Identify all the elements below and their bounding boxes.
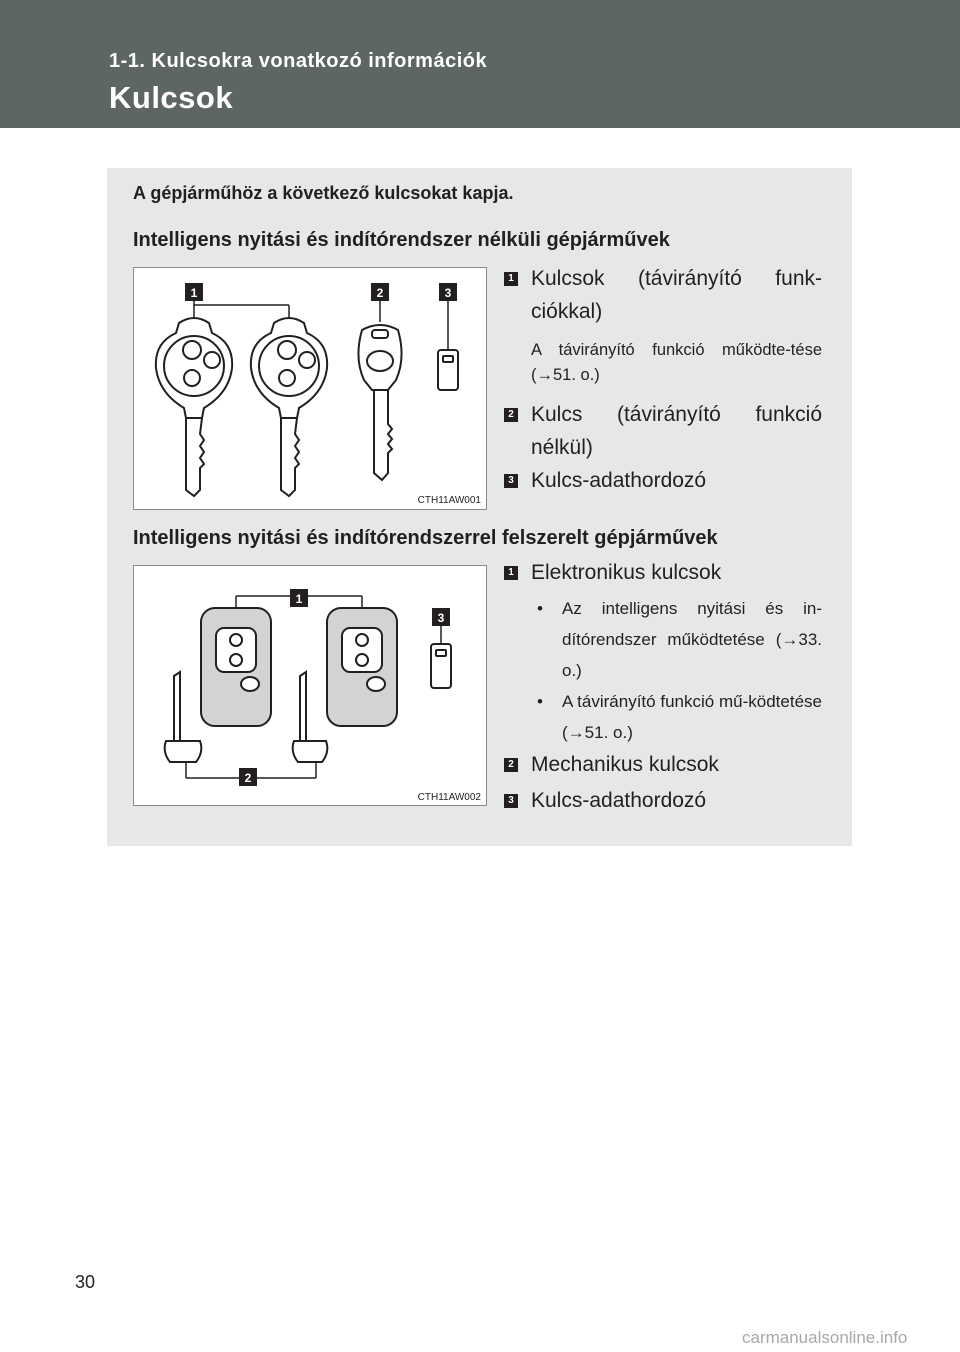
bullet-item <box>537 593 822 686</box>
callout-2: 2 <box>244 771 252 785</box>
callout-2: 2 <box>376 286 384 300</box>
item-number: 3 <box>504 794 518 808</box>
list-item <box>504 748 822 781</box>
bullet-text: A távirányító funkció mű-ködtetése (→51. o.) <box>562 692 822 742</box>
callout-1: 1 <box>190 286 198 300</box>
figure-keys-with-smart-entry <box>133 565 487 806</box>
item-number: 1 <box>504 272 518 286</box>
item-number: 2 <box>504 758 518 772</box>
figure-code: CTH11AW001 <box>417 495 481 506</box>
callout-3: 3 <box>437 611 445 625</box>
section1-heading: Intelligens nyitási és indítórendszer nélküli gépjárművek <box>133 229 670 251</box>
page-number: 30 <box>75 1272 96 1292</box>
figure-code: CTH11AW002 <box>417 792 481 803</box>
page-title: Kulcsok <box>109 80 234 115</box>
watermark: carmanualsonline.info <box>742 1328 908 1347</box>
electronic-keys-illustration <box>134 566 486 805</box>
bullet-mark: • <box>537 692 543 711</box>
intro-text: A gépjárműhöz a következő kulcsokat kapja. <box>133 183 514 203</box>
item-text: Mechanikus kulcsok <box>531 753 719 776</box>
list-item <box>504 556 822 589</box>
item-number: 2 <box>504 408 518 422</box>
list-item <box>504 262 822 328</box>
section-title: 1-1. Kulcsokra vonatkozó információk <box>109 50 488 72</box>
bullet-item <box>537 686 822 748</box>
section2-heading: Intelligens nyitási és indítórendszerrel felszerelt gépjárművek <box>133 527 718 549</box>
bullet-mark: • <box>537 599 543 618</box>
item-text: Elektronikus kulcsok <box>531 561 722 584</box>
callout-1: 1 <box>295 592 303 606</box>
note-text: A távirányító funkció működte-tése (→51. o.) <box>531 341 822 384</box>
page-header <box>0 0 960 128</box>
item-text: Kulcsok (távirányító funk-ciókkal) <box>531 267 822 323</box>
callout-3: 3 <box>444 286 452 300</box>
item-text: Kulcs-adathordozó <box>531 789 707 812</box>
keys-illustration <box>134 268 486 509</box>
figure-keys-without-smart-entry <box>133 267 487 510</box>
list-item <box>504 784 822 817</box>
item-text: Kulcs (távirányító funkció nélkül) <box>531 403 822 459</box>
item-number: 1 <box>504 566 518 580</box>
item-number: 3 <box>504 474 518 488</box>
list-item <box>504 464 822 497</box>
list-item <box>504 398 822 464</box>
bullet-text: Az intelligens nyitási és in-dítórendszer működtetése (→33. o.) <box>562 599 822 680</box>
item-text: Kulcs-adathordozó <box>531 469 707 492</box>
